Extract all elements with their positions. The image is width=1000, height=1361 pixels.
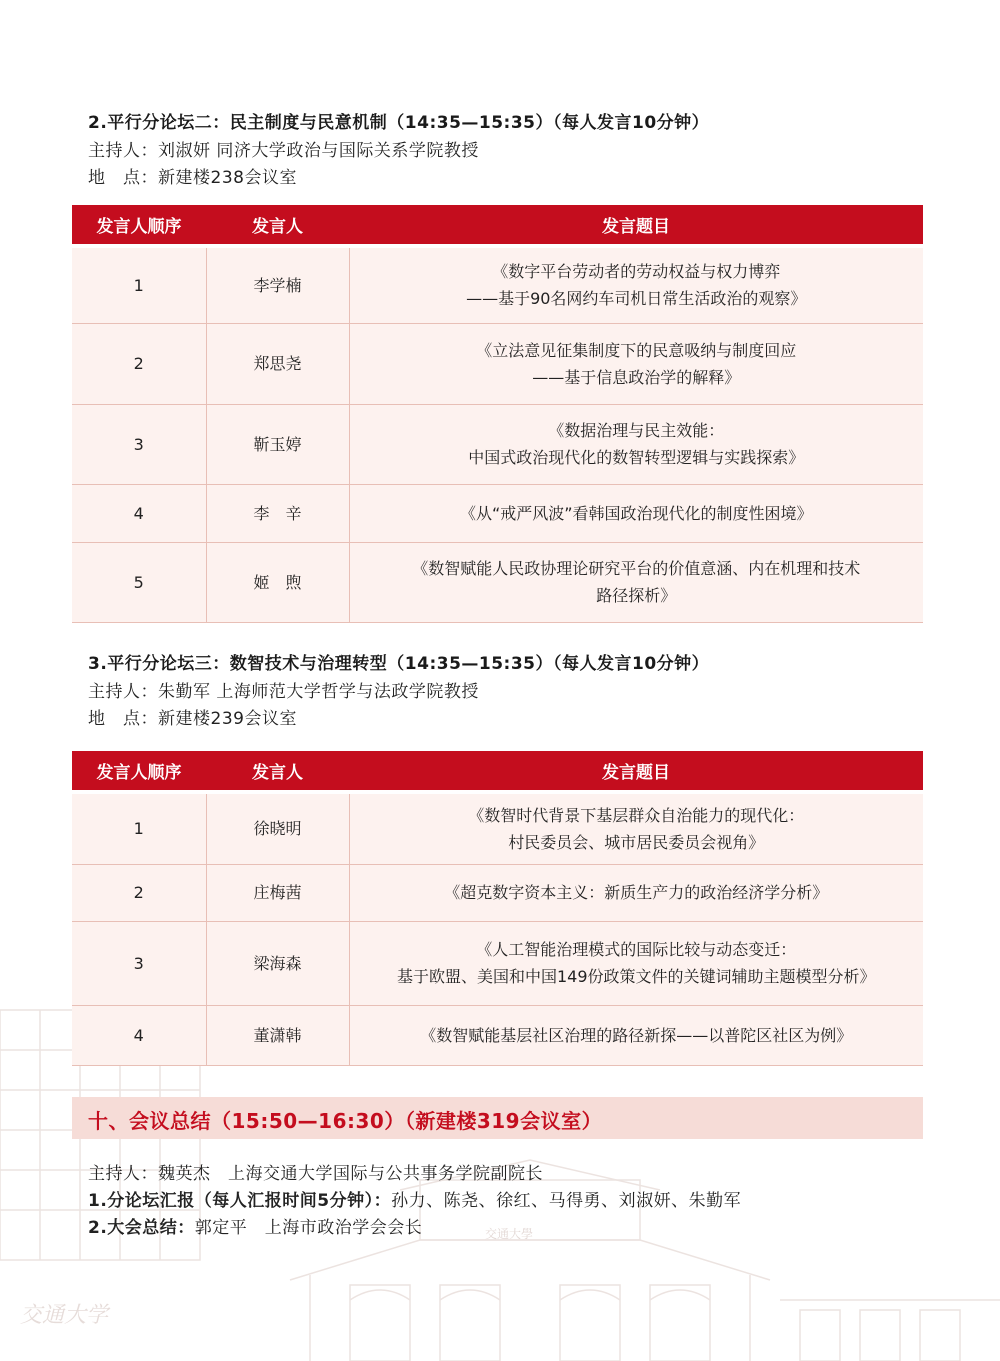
- row-speaker: 靳玉婷: [206, 404, 349, 484]
- header-order: 发言人顺序: [72, 205, 206, 244]
- row-topic: 《超克数字资本主义：新质生产力的政治经济学分析》: [349, 864, 923, 921]
- forum3-title: 3.平行分论坛三：数智技术与治理转型（14:35—15:35）（每人发言10分钟）: [88, 654, 710, 674]
- table-row: [72, 484, 923, 542]
- row-speaker: 庄梅茜: [206, 864, 349, 921]
- header-topic: 发言题目: [349, 751, 923, 790]
- header-speaker: 发言人: [206, 205, 349, 244]
- row-number: 2: [72, 323, 206, 404]
- forum2-location: 地 点：新建楼238会议室: [88, 168, 297, 188]
- row-topic: 《从“戒严风波”看韩国政治现代化的制度性困境》: [349, 484, 923, 542]
- summary-banner: [72, 1097, 923, 1139]
- row-number: 5: [72, 542, 206, 622]
- watermark-calligraphy: 交通大学: [20, 1303, 109, 1328]
- summary-item-2-label: 2.大会总结：: [88, 1218, 195, 1238]
- forum3-location: 地 点：新建楼239会议室: [88, 709, 297, 729]
- header-speaker: 发言人: [206, 751, 349, 790]
- row-number: 3: [72, 404, 206, 484]
- summary-host: 主持人：魏英杰 上海交通大学国际与公共事务学院副院长: [88, 1164, 543, 1184]
- header-order: 发言人顺序: [72, 751, 206, 790]
- row-topic: 《数字平台劳动者的劳动权益与权力博弈 ——基于90名网约车司机日常生活政治的观察》: [349, 248, 923, 323]
- row-speaker: 董潇韩: [206, 1005, 349, 1065]
- summary-banner-title: 十、会议总结（15:50—16:30）（新建楼319会议室）: [88, 1109, 603, 1133]
- row-number: 3: [72, 921, 206, 1005]
- table-header-row: [72, 205, 923, 244]
- forum2-host: 主持人：刘淑妍 同济大学政治与国际关系学院教授: [88, 141, 479, 161]
- row-number: 2: [72, 864, 206, 921]
- table-row: [72, 1005, 923, 1065]
- row-number: 4: [72, 484, 206, 542]
- row-number: 1: [72, 794, 206, 864]
- table-row: [72, 864, 923, 921]
- table-row: [72, 921, 923, 1005]
- summary-item-1-text: 孙力、陈尧、徐红、马得勇、刘淑妍、朱勤军: [391, 1191, 742, 1211]
- table-header-row: [72, 751, 923, 790]
- row-topic: 《数智时代背景下基层群众自治能力的现代化： 村民委员会、城市居民委员会视角》: [349, 794, 923, 864]
- row-topic: 《数智赋能人民政协理论研究平台的价值意涵、内在机理和技术 路径探析》: [349, 542, 923, 622]
- row-number: 4: [72, 1005, 206, 1065]
- forum2-title: 2.平行分论坛二：民主制度与民意机制（14:35—15:35）（每人发言10分钟）: [88, 113, 710, 133]
- summary-item-2-text: 郭定平 上海市政治学会会长: [194, 1218, 423, 1238]
- row-topic: 《数据治理与民主效能： 中国式政治现代化的数智转型逻辑与实践探索》: [349, 404, 923, 484]
- summary-item-1-label: 1.分论坛汇报（每人汇报时间5分钟）：: [88, 1191, 392, 1211]
- header-topic: 发言题目: [349, 205, 923, 244]
- row-speaker: 李 辛: [206, 484, 349, 542]
- forum3-host: 主持人：朱勤军 上海师范大学哲学与法政学院教授: [88, 682, 479, 702]
- summary-item-1: [88, 1186, 741, 1211]
- row-speaker: 梁海森: [206, 921, 349, 1005]
- row-topic: 《立法意见征集制度下的民意吸纳与制度回应 ——基于信息政治学的解释》: [349, 323, 923, 404]
- table-row: [72, 794, 923, 864]
- row-speaker: 姬 煦: [206, 542, 349, 622]
- table-row: [72, 404, 923, 484]
- forum2-table: [72, 205, 923, 623]
- table-row: [72, 323, 923, 404]
- row-topic: 《数智赋能基层社区治理的路径新探——以普陀区社区为例》: [349, 1005, 923, 1065]
- summary-item-2: [88, 1213, 422, 1238]
- watermark-plaque: 交通大學: [485, 1227, 534, 1241]
- row-number: 1: [72, 248, 206, 323]
- row-topic: 《人工智能治理模式的国际比较与动态变迁： 基于欧盟、美国和中国149份政策文件的关键词辅助主题模型分析》: [349, 921, 923, 1005]
- row-speaker: 李学楠: [206, 248, 349, 323]
- table-row: [72, 248, 923, 323]
- table-row: [72, 542, 923, 622]
- row-speaker: 徐晓明: [206, 794, 349, 864]
- row-speaker: 郑思尧: [206, 323, 349, 404]
- forum3-table: [72, 751, 923, 1066]
